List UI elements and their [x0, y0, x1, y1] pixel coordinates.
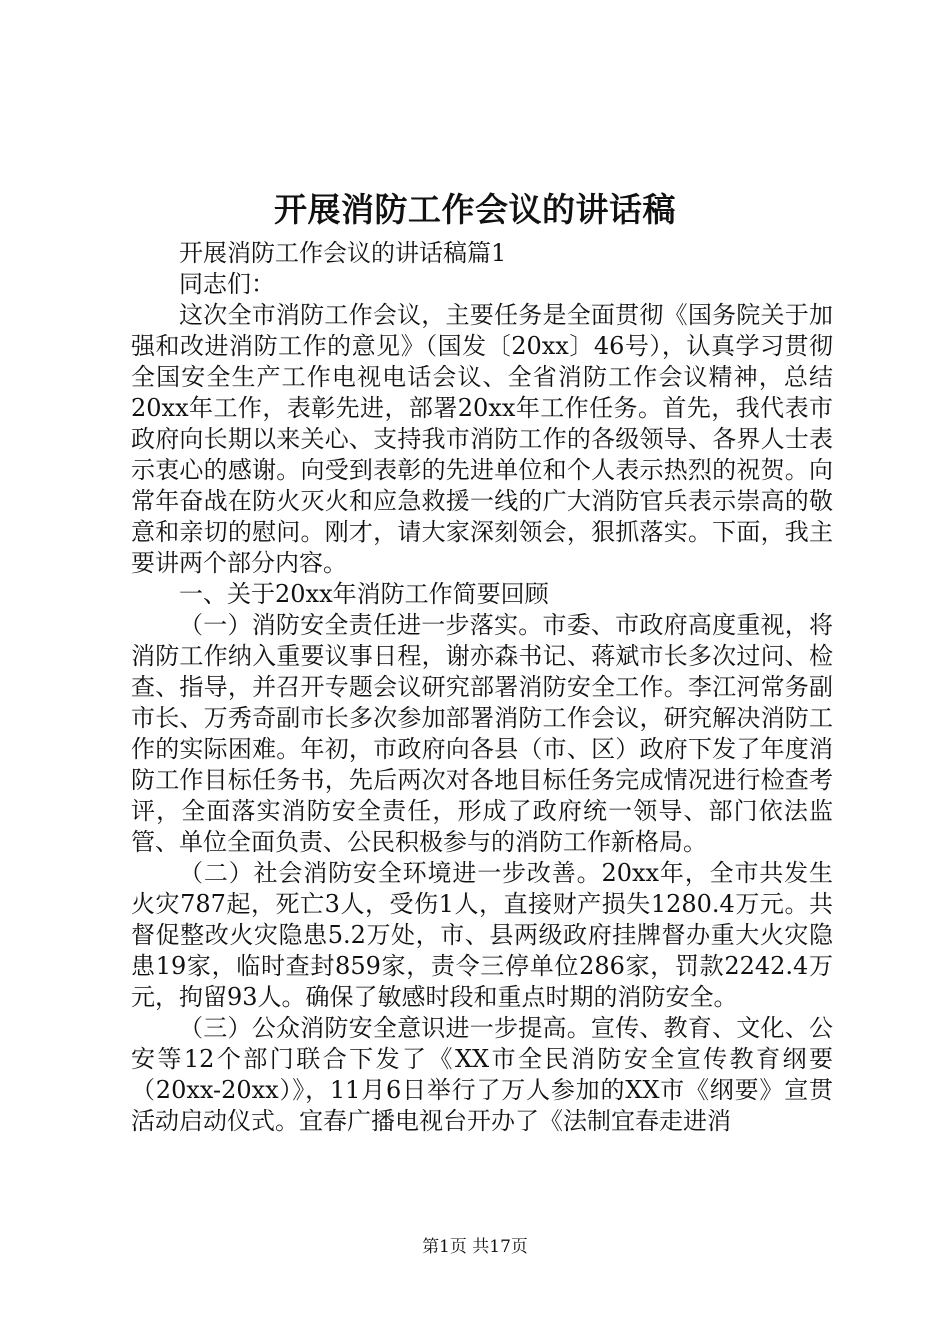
paragraph: （一）消防安全责任进一步落实。市委、市政府高度重视，将消防工作纳入重要议事日程，谢亦森书记、蒋斌市长多次过问、检查、指导，并召开专题会议研究部署消防安全工作。李江河常务副市长、万秀奇副市长多次参加部署消防工作会议，研究解决消防工作的实际困难。年初，市政府向各县（市、区）政府下发了年度消防工作目标任务书，先后两次对各地目标任务完成情况进行检查考评，全面落实消防安全责任，形成了政府统一领导、部门依法监管、单位全面负责、公民积极参与的消防工作新格局。 — [131, 611, 833, 856]
document-title: 开展消防工作会议的讲话稿 — [274, 190, 676, 229]
document-body — [131, 238, 833, 1137]
section-heading: 开展消防工作会议的讲话稿篇1 — [179, 239, 507, 267]
section-heading: 一、关于20xx年消防工作简要回顾 — [179, 580, 549, 608]
page-footer: 第1页 共17页 — [422, 1237, 528, 1257]
paragraph: （二）社会消防安全环境进一步改善。20xx年，全市共发生火灾787起，死亡3人，受伤1人，直接财产损失1280.4万元。共督促整改火灾隐患5.2万处，市、县两级政府挂牌督办重大火灾隐患19家，临时查封859家，责令三停单位286家，罚款2242.4万元，拘留93人。确保了敏感时段和重点时期的消防安全。 — [131, 859, 833, 1011]
paragraph: 这次全市消防工作会议，主要任务是全面贯彻《国务院关于加强和改进消防工作的意见》（国发〔20xx〕46号），认真学习贯彻全国安全生产工作电视电话会议、全省消防工作会议精神，总结20xx年工作，表彰先进，部署20xx年工作任务。首先，我代表市政府向长期以来关心、支持我市消防工作的各级领导、各界人士表示衷心的感谢。向受到表彰的先进单位和个人表示热烈的祝贺。向常年奋战在防火灭火和应急救援一线的广大消防官兵表示崇高的敬意和亲切的慰问。刚才，请大家深刻领会，狠抓落实。下面，我主要讲两个部分内容。 — [131, 301, 833, 577]
salutation: 同志们： — [179, 270, 275, 298]
paragraph: （三）公众消防安全意识进一步提高。宣传、教育、文化、公安等12个部门联合下发了《XX市全民消防安全宣传教育纲要（20xx-20xx）》，11月6日举行了万人参加的XX市《纲要》宣贯活动启动仪式。宜春广播电视台开办了《法制宜春走进消 — [131, 1014, 833, 1135]
